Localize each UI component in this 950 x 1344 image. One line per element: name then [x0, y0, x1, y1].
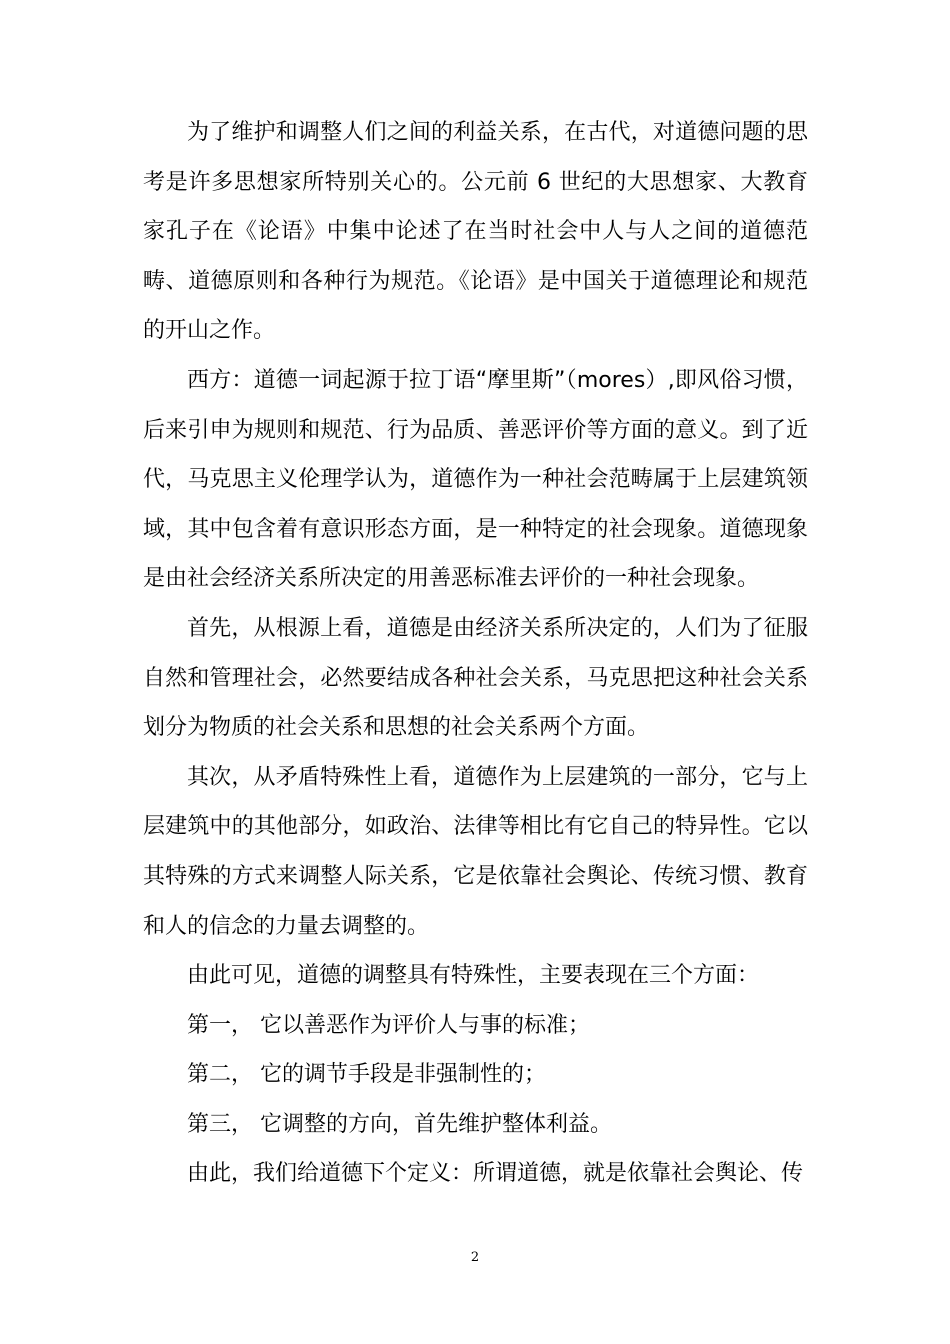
list-item-first: 第一， 它以善恶作为评价人与事的标准； [187, 1012, 590, 1038]
paragraph-definition: 由此，我们给道德下个定义：所谓道德，就是依靠社会舆论、传 [187, 1161, 804, 1187]
page-number: 2 [470, 1250, 480, 1265]
list-item-third: 第三， 它调整的方向，首先维护整体利益。 [187, 1111, 612, 1137]
document-body [143, 108, 808, 1199]
paragraph-first-root: 首先，从根源上看，道德是由经济关系所决定的，人们为了征服自然和管理社会，必然要结成各种社会关系，马克思把这种社会关系划分为物质的社会关系和思想的社会关系两个方面。 [143, 615, 808, 741]
paragraph-three-aspects: 由此可见，道德的调整具有特殊性，主要表现在三个方面： [187, 963, 760, 989]
list-item-second: 第二， 它的调节手段是非强制性的； [187, 1062, 546, 1088]
paragraph-west-origin: 西方：道德一词起源于拉丁语“摩里斯”（mores）,即风俗习惯，后来引申为规则和规范、行为品质、善恶评价等方面的意义。到了近代，马克思主义伦理学认为，道德作为一种社会范畴属于上层建筑领域，其中包含着有意识形态方面，是一种特定的社会现象。道德现象是由社会经济关系所决定的用善恶标准去评价的一种社会现象。 [143, 367, 808, 592]
paragraph-ancient-china: 为了维护和调整人们之间的利益关系，在古代，对道德问题的思考是许多思想家所特别关心的。公元前 6 世纪的大思想家、大教育家孔子在《论语》中集中论述了在当时社会中人与人之间的道德范畴、道德原则和各种行为规范。《论语》是中国关于道德理论和规范的开山之作。 [143, 120, 808, 344]
paragraph-second-particularity: 其次，从矛盾特殊性上看，道德作为上层建筑的一部分，它与上层建筑中的其他部分，如政治、法律等相比有它自己的特异性。它以其特殊的方式来调整人际关系，它是依靠社会舆论、传统习惯、教育和人的信念的力量去调整的。 [143, 764, 808, 939]
